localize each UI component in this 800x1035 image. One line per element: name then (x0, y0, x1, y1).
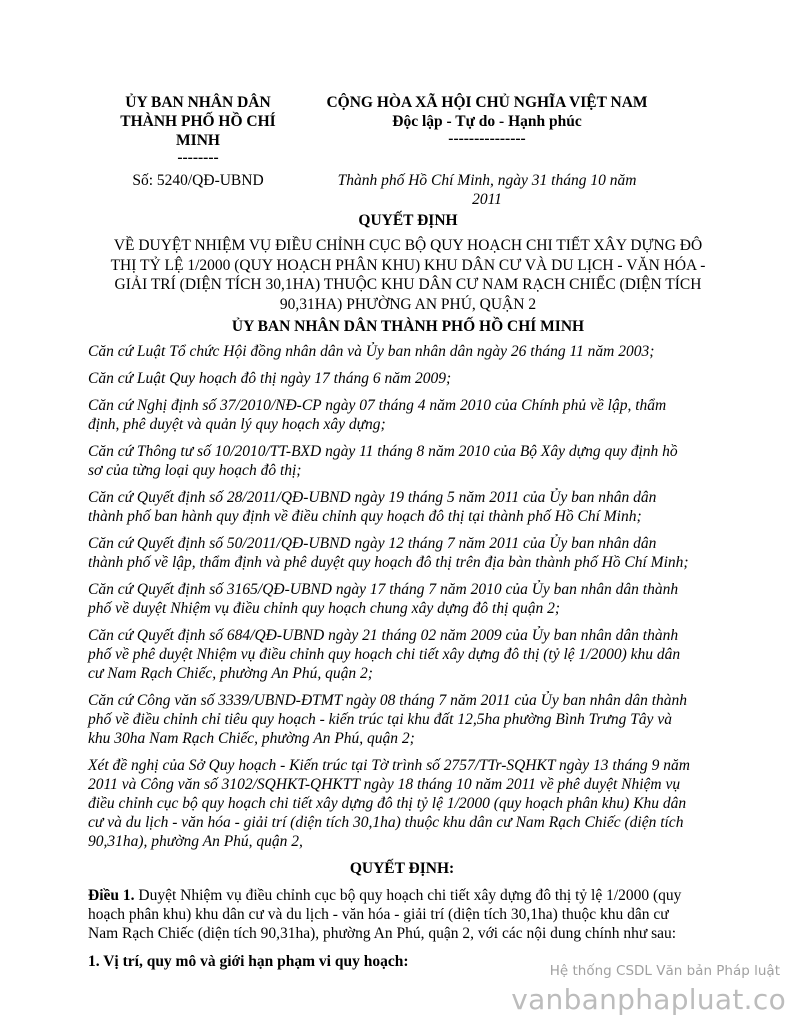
legal-ground-paragraph (88, 626, 716, 683)
text-line: Nam Rạch Chiếc (diện tích 90,31ha), phường An Phú, quận 2, với các nội dung chính như sau: (88, 925, 677, 942)
text-line: điều chỉnh cục bộ quy hoạch chi tiết xây dựng đô thị tỷ lệ 1/2000 (quy hoạch phân khu) Khu dân (88, 795, 687, 812)
text-line: khu 30ha Nam Rạch Chiếc, phường An Phú, quận 2; (88, 730, 415, 747)
proposal-paragraph (88, 756, 716, 851)
decides-heading: QUYẾT ĐỊNH: (349, 860, 455, 877)
legal-grounds-list (88, 342, 716, 851)
text-line: hoạch phân khu) khu dân cư và du lịch - văn hóa - giải trí (diện tích 30,1ha) thuộc khu dân cư (88, 906, 669, 923)
text-line: Căn cứ Luật Quy hoạch đô thị ngày 17 tháng 6 năm 2009; (88, 370, 452, 387)
authority-divider: -------- (177, 149, 219, 166)
document-subject (88, 236, 728, 314)
legal-ground-paragraph (88, 580, 716, 618)
article-1-label: Điều 1. (88, 887, 135, 904)
text-line: Căn cứ Quyết định số 684/QĐ-UBND ngày 21 tháng 02 năm 2009 của Ủy ban nhân dân thành (88, 627, 679, 644)
text-line: 90,31ha), phường An Phú, quận 2, (88, 833, 303, 850)
text-line: Duyệt Nhiệm vụ điều chỉnh cục bộ quy hoạch chi tiết xây dựng đô thị tỷ lệ 1/2000 (quy (134, 887, 682, 904)
site-watermark (511, 963, 786, 1016)
watermark-domain: vanbanphapluat.co (511, 983, 786, 1016)
watermark-tagline: Hệ thống CSDL Văn bản Pháp luật (549, 963, 780, 979)
text-line: thành phố về lập, thẩm định và phê duyệt quy hoạch đô thị trên địa bàn thành phố Hồ Chí Minh; (88, 554, 689, 571)
text-line: Căn cứ Công văn số 3339/UBND-ĐTMT ngày 08 tháng 7 năm 2011 của Ủy ban nhân dân thành (88, 692, 688, 709)
text-line: thành phố ban hành quy định về điều chỉnh quy hoạch đô thị tại thành phố Hồ Chí Minh; (88, 508, 642, 525)
subject-line: VỀ DUYỆT NHIỆM VỤ ĐIỀU CHỈNH CỤC BỘ QUY HOẠCH CHI TIẾT XÂY DỰNG ĐÔ (113, 237, 703, 254)
place-and-date: Thành phố Hồ Chí Minh, ngày 31 tháng 10 năm 2011 (337, 172, 637, 208)
text-line: định, phê duyệt và quản lý quy hoạch xây dựng; (88, 416, 386, 433)
subject-line: 90,31HA) PHƯỜNG AN PHÚ, QUẬN 2 (279, 295, 537, 313)
document-header (88, 93, 728, 208)
document-body (88, 342, 716, 971)
national-title: CỘNG HÒA XÃ HỘI CHỦ NGHĨA VIỆT NAM (326, 94, 648, 111)
text-line: phố về duyệt Nhiệm vụ điều chỉnh quy hoạch chung xây dựng đô thị quận 2; (88, 600, 561, 617)
subject-line: THỊ TỶ LỆ 1/2000 (QUY HOẠCH PHÂN KHU) KHU DÂN CƯ VÀ DU LỊCH - VĂN HÓA - (110, 256, 706, 274)
legal-ground-paragraph (88, 342, 716, 361)
text-line: sơ của từng loại quy hoạch đô thị; (88, 462, 302, 479)
text-line: Căn cứ Quyết định số 28/2011/QĐ-UBND ngày 19 tháng 5 năm 2011 của Ủy ban nhân dân (88, 489, 657, 506)
text-line: phố về phê duyệt Nhiệm vụ điều chỉnh quy hoạch chi tiết xây dựng đô thị (tỷ lệ 1/2000) khu dân (88, 646, 681, 663)
text-line: Căn cứ Nghị định số 37/2010/NĐ-CP ngày 07 tháng 4 năm 2010 của Chính phủ về lập, thẩm (88, 397, 667, 414)
text-line: phố về điều chỉnh chỉ tiêu quy hoạch - kiến trúc tại khu đất 12,5ha phường Bình Trưng Tây và (88, 711, 672, 728)
issuing-body-heading: ỦY BAN NHÂN DÂN THÀNH PHỐ HỒ CHÍ MINH (231, 318, 585, 335)
text-line: Căn cứ Quyết định số 3165/QĐ-UBND ngày 17 tháng 7 năm 2010 của Ủy ban nhân dân thành (88, 581, 679, 598)
motto-divider: --------------- (448, 130, 526, 147)
text-line: Căn cứ Luật Tổ chức Hội đồng nhân dân và Ủy ban nhân dân ngày 26 tháng 11 năm 2003; (88, 343, 655, 360)
issuing-authority-line-1: ỦY BAN NHÂN DÂN (125, 94, 271, 111)
legal-ground-paragraph (88, 691, 716, 748)
subject-line: GIẢI TRÍ (DIỆN TÍCH 30,1HA) THUỘC KHU DÂN CƯ NAM RẠCH CHIẾC (DIỆN TÍCH (114, 276, 702, 293)
national-title-block (326, 93, 648, 209)
article-1 (88, 886, 716, 943)
issuing-authority-line-2: THÀNH PHỐ HỒ CHÍ (120, 113, 276, 130)
text-line: cư và du lịch - văn hóa - giải trí (diện tích 30,1ha) thuộc khu dân cư Nam Rạch Chiếc (diện tích (88, 814, 684, 831)
text-line: Xét đề nghị của Sở Quy hoạch - Kiến trúc tại Tờ trình số 2757/TTr-SQHKT ngày 13 tháng 9 năm (88, 757, 690, 774)
issuing-authority-block (102, 93, 294, 190)
document-number: Số: 5240/QĐ-UBND (132, 172, 264, 189)
legal-ground-paragraph (88, 396, 716, 434)
text-line: Căn cứ Thông tư số 10/2010/TT-BXD ngày 11 tháng 8 năm 2010 của Bộ Xây dựng quy định hồ (88, 443, 678, 460)
legal-ground-paragraph (88, 369, 716, 388)
text-line: Căn cứ Quyết định số 50/2011/QĐ-UBND ngày 12 tháng 7 năm 2011 của Ủy ban nhân dân (88, 535, 657, 552)
section-1-heading: 1. Vị trí, quy mô và giới hạn phạm vi quy hoạch: (88, 953, 409, 970)
legal-ground-paragraph (88, 442, 716, 480)
text-line: cư Nam Rạch Chiếc, phường An Phú, quận 2; (88, 665, 373, 682)
document-type-title: QUYẾT ĐỊNH (358, 212, 458, 229)
text-line: 2011 và Công văn số 3102/SQHKT-QHKTT ngày 18 tháng 10 năm 2011 về phê duyệt Nhiệm vụ (88, 776, 681, 793)
legal-ground-paragraph (88, 534, 716, 572)
national-motto: Độc lập - Tự do - Hạnh phúc (392, 113, 582, 130)
legal-ground-paragraph (88, 488, 716, 526)
issuing-authority-line-3: MINH (176, 132, 220, 149)
